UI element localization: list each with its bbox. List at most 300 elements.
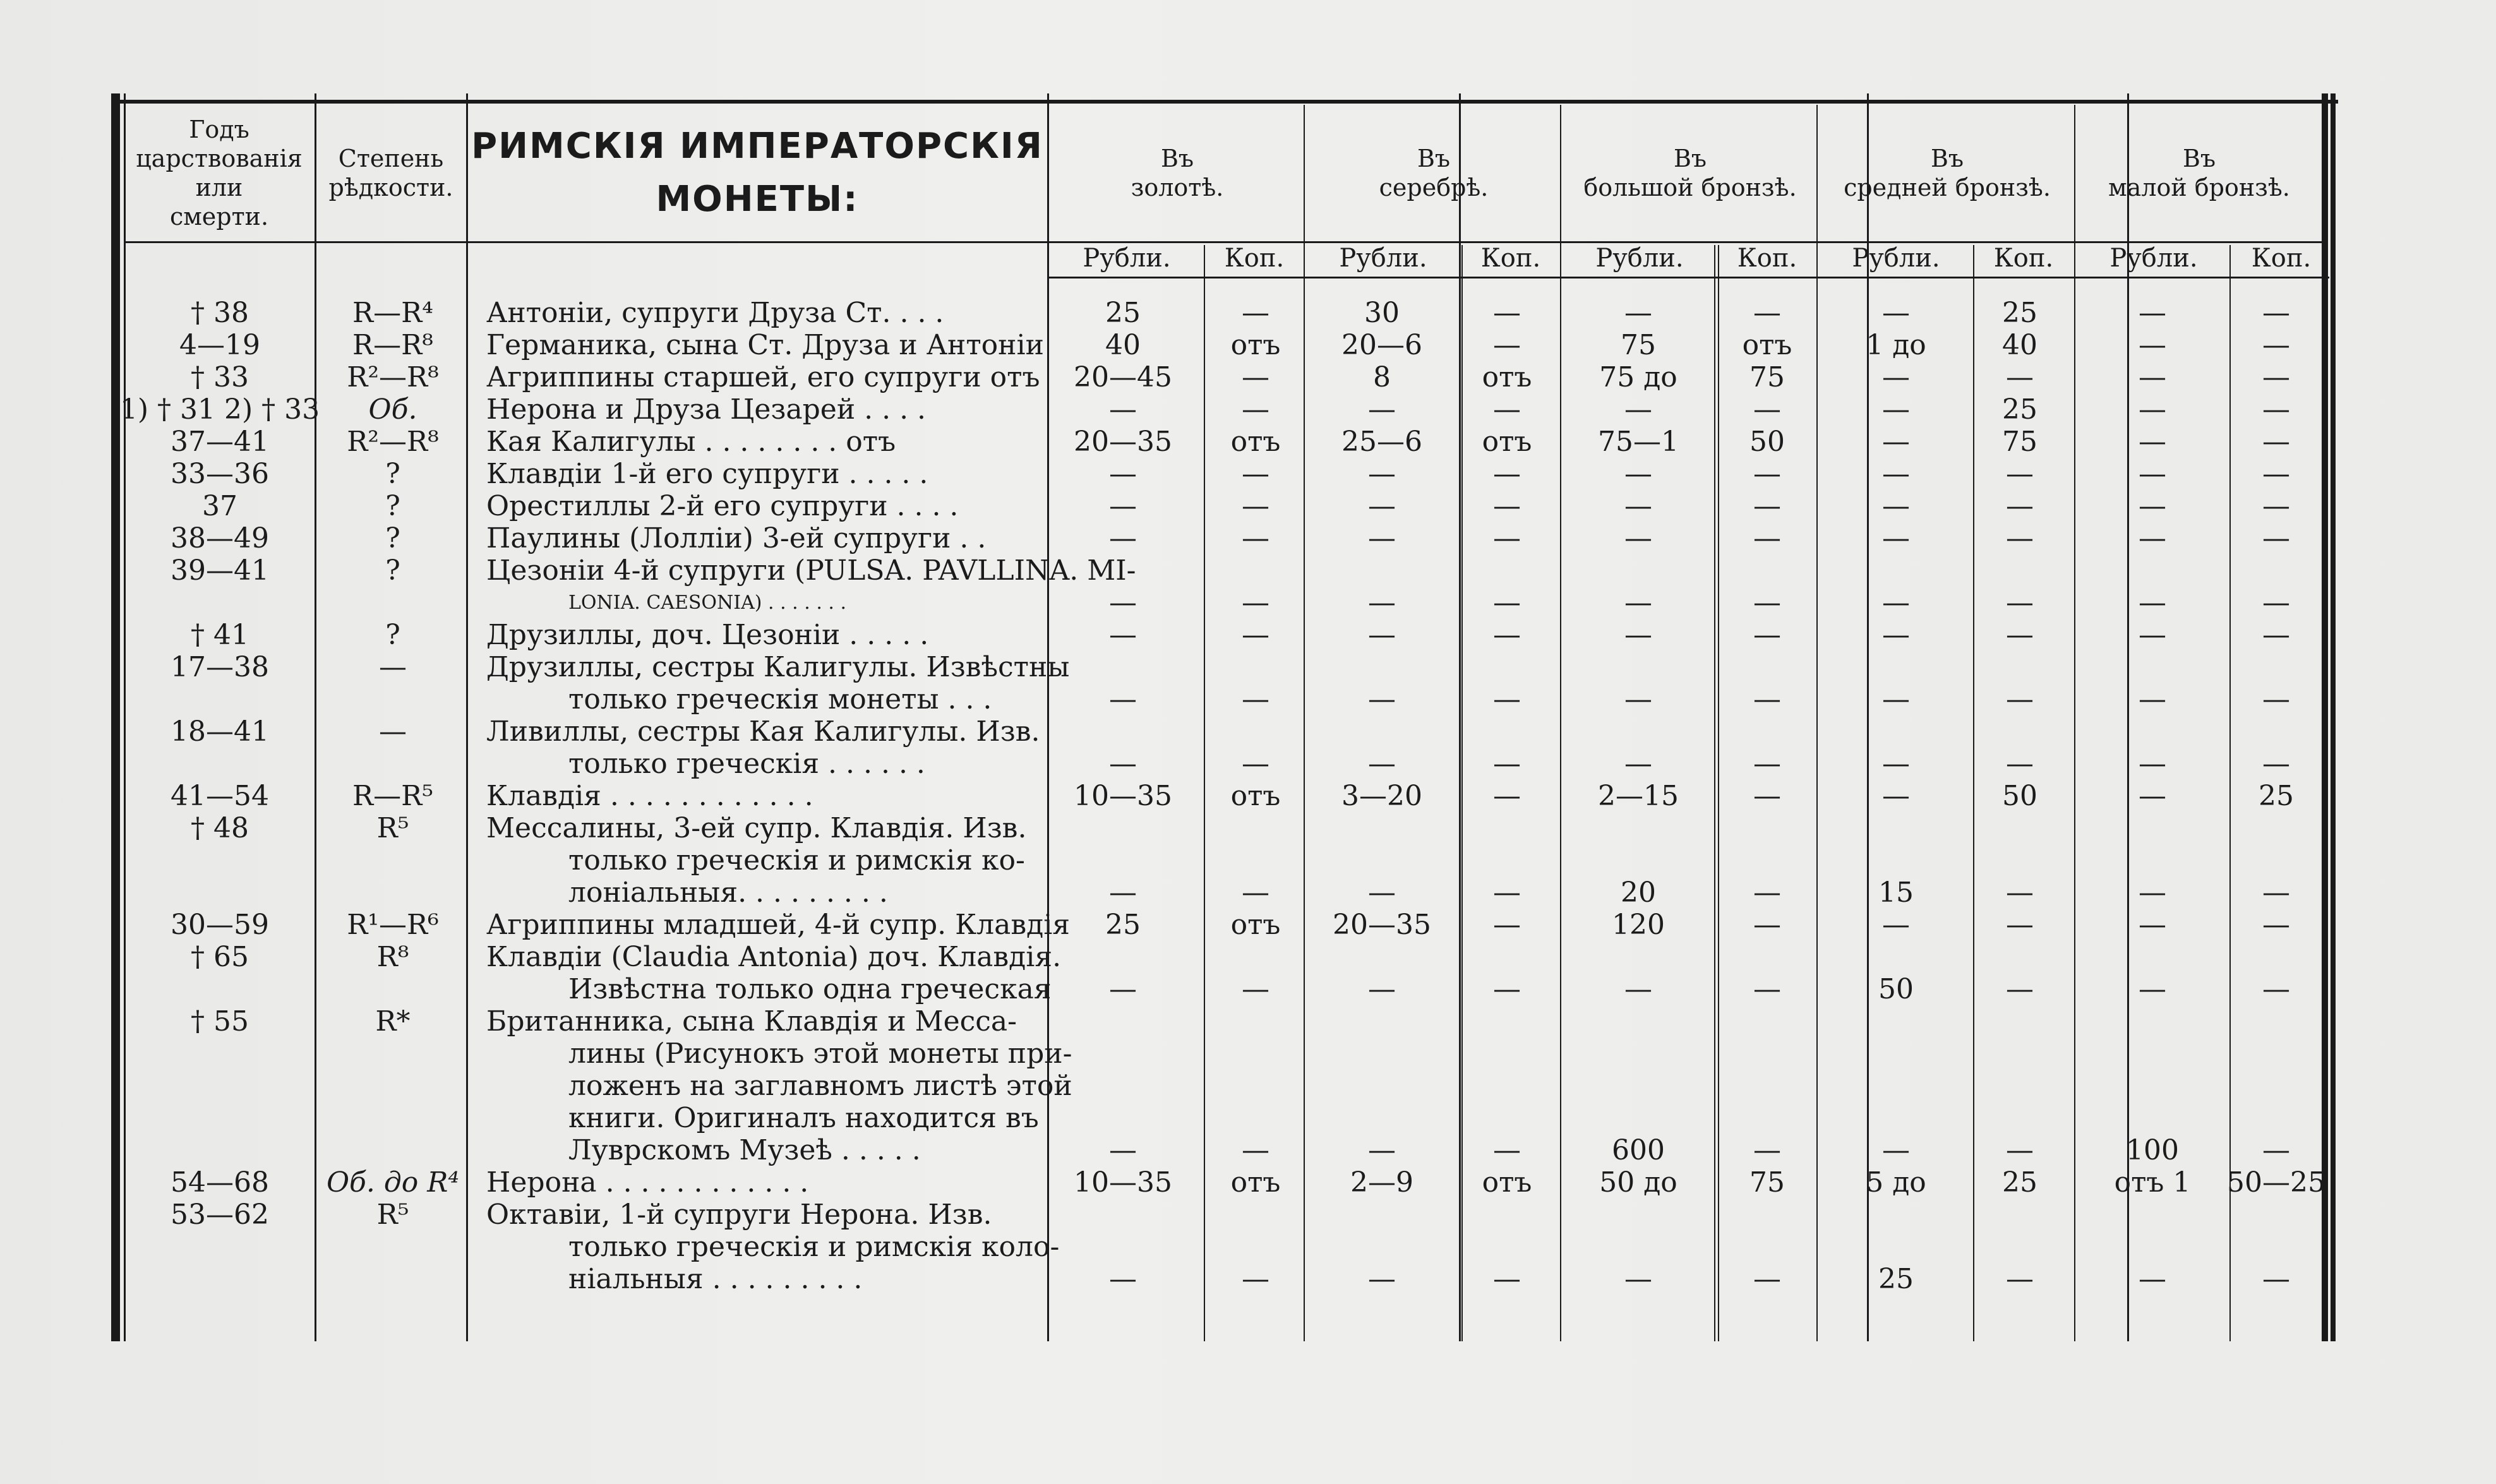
row-value: — <box>1882 522 1910 554</box>
header-metal-1 <box>1306 105 1561 241</box>
row-value: — <box>2006 458 2034 490</box>
row-value: — <box>1493 780 1521 812</box>
row-year: 33—36 <box>171 458 269 490</box>
row-value: — <box>1368 683 1396 715</box>
row-value: — <box>1368 619 1396 651</box>
row-rarity: R¹—R⁶ <box>347 909 439 941</box>
row-value: 75 <box>1749 1166 1785 1199</box>
row-value: — <box>1242 1134 1269 1166</box>
row-year: † 33 <box>191 361 249 393</box>
row-value: — <box>2262 329 2290 361</box>
row-year: 17—38 <box>171 651 269 683</box>
row-value: — <box>1624 393 1652 426</box>
row-value: — <box>2006 490 2034 522</box>
header-rarity-line: Степень <box>338 145 444 172</box>
row-value: 15 <box>1878 877 1914 909</box>
row-value: — <box>1624 973 1652 1005</box>
row-value: 20—35 <box>1074 426 1172 458</box>
header-rub: Рубли. <box>1852 244 1940 273</box>
row-value: — <box>1109 683 1137 715</box>
row-value: 50 <box>2002 780 2037 812</box>
row-value: — <box>2262 973 2290 1005</box>
row-value: 75—1 <box>1598 426 1679 458</box>
header-metal-line: Въ <box>1417 145 1451 172</box>
row-value: — <box>1109 619 1137 651</box>
row-value: — <box>1242 490 1269 522</box>
row-value: — <box>2006 619 2034 651</box>
row-value: — <box>1753 490 1781 522</box>
row-year: 37 <box>202 490 237 522</box>
header-metal-line: средней бронзѣ. <box>1844 174 2051 201</box>
row-value: — <box>1493 297 1521 329</box>
row-description: лины (Рисунокъ этой монеты при- <box>568 1038 1072 1070</box>
row-description: Друзиллы, доч. Цезоніи . . . . . <box>486 619 929 651</box>
row-value: — <box>1493 1263 1521 1295</box>
row-value: — <box>1368 748 1396 780</box>
row-value: — <box>2262 748 2290 780</box>
row-value: 600 <box>1612 1134 1665 1166</box>
row-value: — <box>2262 522 2290 554</box>
row-value: 25 <box>1878 1263 1914 1295</box>
row-value: — <box>2139 877 2166 909</box>
table-rule-v <box>466 93 468 1341</box>
row-value: 50 <box>1749 426 1785 458</box>
row-value: — <box>2006 748 2034 780</box>
header-rub: Рубли. <box>1083 244 1171 273</box>
row-description: ніальныя . . . . . . . . . <box>568 1263 863 1295</box>
coin-price-table <box>111 93 2338 1341</box>
row-rarity: R²—R⁸ <box>347 426 439 458</box>
row-value: 50 до <box>1599 1166 1677 1199</box>
row-value: 2—9 <box>1350 1166 1413 1199</box>
row-value: — <box>1368 1134 1396 1166</box>
row-value: 75 <box>1749 361 1785 393</box>
row-value: 100 <box>2126 1134 2179 1166</box>
title-line: МОНЕТЫ: <box>656 179 859 220</box>
row-value: — <box>1753 619 1781 651</box>
row-description: Орестиллы 2-й его супруги . . . . <box>486 490 959 522</box>
row-description: Агриппины младшей, 4-й супр. Клавдія <box>486 909 1071 941</box>
row-value: — <box>1882 458 1910 490</box>
row-value: — <box>1753 297 1781 329</box>
header-metal-line: серебрѣ. <box>1379 174 1489 201</box>
row-value: — <box>1624 619 1652 651</box>
row-description: Нерона . . . . . . . . . . . . <box>486 1166 809 1199</box>
row-value: отъ <box>1230 329 1281 361</box>
row-value: — <box>2006 909 2034 941</box>
header-rub: Рубли. <box>1595 244 1684 273</box>
row-value: — <box>2262 393 2290 426</box>
row-value: — <box>1882 361 1910 393</box>
header-metal-line: золотѣ. <box>1131 174 1224 201</box>
row-value: — <box>2139 780 2166 812</box>
row-value: — <box>1493 619 1521 651</box>
row-year: 41—54 <box>171 780 269 812</box>
row-description: книги. Оригиналъ находится въ <box>568 1102 1039 1134</box>
row-value: 120 <box>1612 909 1665 941</box>
table-rule-v <box>2331 93 2336 1341</box>
row-value: — <box>1109 490 1137 522</box>
row-value: — <box>1493 587 1521 619</box>
row-value: — <box>1753 909 1781 941</box>
header-kop: Коп. <box>1737 244 1797 273</box>
row-year: † 65 <box>191 941 249 973</box>
row-year: † 41 <box>191 619 249 651</box>
row-value: 30 <box>1364 297 1400 329</box>
row-value: — <box>1493 458 1521 490</box>
row-value: — <box>1753 748 1781 780</box>
table-rule-h <box>124 241 2322 243</box>
row-value: — <box>2262 909 2290 941</box>
header-kop: Коп. <box>1224 244 1285 273</box>
header-year-line: Годъ <box>189 116 249 143</box>
row-value: 25 <box>2002 1166 2037 1199</box>
row-value: — <box>1109 1134 1137 1166</box>
header-kop: Коп. <box>1480 244 1541 273</box>
row-value: — <box>2006 877 2034 909</box>
row-value: — <box>1753 458 1781 490</box>
table-rule-v <box>1714 245 1715 1341</box>
row-rarity: R²—R⁸ <box>347 361 439 393</box>
row-year: 39—41 <box>171 554 269 587</box>
row-description: Мессалины, 3-ей супр. Клавдія. Изв. <box>486 812 1027 844</box>
row-description: ложенъ на заглавномъ листѣ этой <box>568 1070 1072 1102</box>
row-year: 4—19 <box>179 329 260 361</box>
row-value: — <box>1753 683 1781 715</box>
row-description: Германика, сына Ст. Друза и Антоніи <box>486 329 1044 361</box>
row-value: 40 <box>1105 329 1141 361</box>
table-rule-v <box>111 93 120 1341</box>
row-value: — <box>1753 973 1781 1005</box>
row-value: — <box>1242 393 1269 426</box>
row-value: — <box>1624 458 1652 490</box>
row-year: † 55 <box>191 1005 249 1038</box>
row-value: — <box>2139 361 2166 393</box>
row-value: 25 <box>2002 393 2037 426</box>
row-value: — <box>1368 490 1396 522</box>
metal-rule-v <box>1304 105 1305 1341</box>
metal-rule-v <box>2074 105 2075 1341</box>
row-description: только греческія . . . . . . <box>568 748 925 780</box>
row-value: 20—45 <box>1074 361 1172 393</box>
row-value: — <box>1493 329 1521 361</box>
row-value: — <box>1624 748 1652 780</box>
header-metal-line: Въ <box>1930 145 1964 172</box>
row-value: — <box>2139 458 2166 490</box>
header-rub: Рубли. <box>1339 244 1427 273</box>
header-metal-4 <box>2077 105 2322 241</box>
row-value: — <box>2139 587 2166 619</box>
row-value: — <box>1624 683 1652 715</box>
row-value: — <box>1368 1263 1396 1295</box>
header-metal-2 <box>1563 105 1818 241</box>
row-value: 75 <box>2002 426 2037 458</box>
row-value: — <box>1882 909 1910 941</box>
row-value: 3—20 <box>1341 780 1422 812</box>
row-description: Клавдіи (Claudia Antonia) доч. Клавдія. <box>486 941 1062 973</box>
row-description: Извѣстна только одна греческая <box>568 973 1052 1005</box>
row-value: — <box>1242 1263 1269 1295</box>
row-value: 25 <box>2259 780 2294 812</box>
row-value: — <box>1753 1263 1781 1295</box>
row-year: 30—59 <box>171 909 269 941</box>
row-year: 37—41 <box>171 426 269 458</box>
table-rule-v <box>1047 93 1049 1341</box>
row-value: отъ <box>1230 909 1281 941</box>
row-description: Цезоніи 4-й супруги (PULSA. PAVLLINA. MI- <box>486 554 1136 587</box>
row-value: 25 <box>1105 909 1141 941</box>
row-value: — <box>2139 973 2166 1005</box>
table-rule-v <box>2322 93 2328 1341</box>
row-value: — <box>1753 1134 1781 1166</box>
header-rub: Рубли. <box>2109 244 2198 273</box>
header-kop: Коп. <box>2251 244 2312 273</box>
row-value: — <box>1882 587 1910 619</box>
row-rarity: R—R⁴ <box>352 297 433 329</box>
row-value: — <box>2262 458 2290 490</box>
row-description: Клавдія . . . . . . . . . . . . <box>486 780 813 812</box>
row-value: — <box>1242 522 1269 554</box>
row-value: — <box>1242 748 1269 780</box>
row-value: — <box>2006 1263 2034 1295</box>
header-year <box>125 105 313 241</box>
row-value: — <box>2006 973 2034 1005</box>
header-year-line: или <box>195 174 243 201</box>
header-metal-line: большой бронзѣ. <box>1583 174 1797 201</box>
row-value: — <box>2139 329 2166 361</box>
row-value: — <box>1624 297 1652 329</box>
row-description: Паулины (Лолліи) 3-ей супруги . . <box>486 522 987 554</box>
row-rarity: ? <box>385 458 400 490</box>
row-value: — <box>1882 297 1910 329</box>
row-rarity: — <box>379 651 407 683</box>
metal-rule-v <box>1560 105 1561 1341</box>
row-value: — <box>1493 490 1521 522</box>
row-value: — <box>1493 522 1521 554</box>
row-value: — <box>1882 619 1910 651</box>
row-value: — <box>1753 522 1781 554</box>
row-value: 20 <box>1621 877 1656 909</box>
row-description: Британника, сына Клавдія и Мессa- <box>486 1005 1017 1038</box>
row-value: — <box>1624 587 1652 619</box>
row-value: — <box>2139 522 2166 554</box>
row-rarity: ? <box>385 619 400 651</box>
row-value: — <box>2262 426 2290 458</box>
row-value: — <box>1368 393 1396 426</box>
row-rarity: R—R⁸ <box>352 329 433 361</box>
header-year-line: смерти. <box>169 203 269 230</box>
row-value: — <box>1368 973 1396 1005</box>
row-rarity: — <box>379 715 407 748</box>
row-value: — <box>1753 393 1781 426</box>
row-value: 5 до <box>1866 1166 1926 1199</box>
row-value: — <box>2262 877 2290 909</box>
row-value: — <box>1109 393 1137 426</box>
row-description: Ливиллы, сестры Кая Калигулы. Изв. <box>486 715 1040 748</box>
row-value: — <box>1624 490 1652 522</box>
row-value: — <box>1242 361 1269 393</box>
row-value: — <box>2006 361 2034 393</box>
row-value: 20—6 <box>1341 329 1422 361</box>
row-value: — <box>2139 1263 2166 1295</box>
row-value: — <box>1109 587 1137 619</box>
kop-rule-v <box>1461 245 1463 1341</box>
header-metal-0 <box>1050 105 1305 241</box>
row-rarity: R⁸ <box>376 941 409 973</box>
row-value: — <box>1109 458 1137 490</box>
row-year: 54—68 <box>171 1166 269 1199</box>
row-value: 25 <box>1105 297 1141 329</box>
row-value: 40 <box>2002 329 2037 361</box>
row-value: — <box>1753 780 1781 812</box>
kop-rule-v <box>1718 245 1719 1341</box>
row-description: Луврскомъ Музеѣ . . . . . <box>568 1134 921 1166</box>
header-metal-line: малой бронзѣ. <box>2108 174 2290 201</box>
row-value: — <box>1242 973 1269 1005</box>
row-rarity: ? <box>385 490 400 522</box>
row-rarity: R—R⁵ <box>352 780 433 812</box>
row-year: 18—41 <box>171 715 269 748</box>
table-rule-v <box>1459 93 1461 1341</box>
table-rule-v <box>1867 93 1869 1341</box>
row-value: — <box>1882 490 1910 522</box>
row-value: 50—25 <box>2227 1166 2325 1199</box>
row-value: 8 <box>1373 361 1391 393</box>
row-value: — <box>2006 1134 2034 1166</box>
row-value: — <box>1882 1134 1910 1166</box>
header-metal-line: Въ <box>2182 145 2216 172</box>
row-value: отъ <box>1230 780 1281 812</box>
row-value: отъ <box>1482 1166 1532 1199</box>
row-value: 50 <box>1878 973 1914 1005</box>
row-description: Октавіи, 1-й супруги Нерона. Изв. <box>486 1199 992 1231</box>
row-value: — <box>1109 522 1137 554</box>
row-rarity: Об. до R⁴ <box>326 1166 460 1199</box>
row-value: 10—35 <box>1074 1166 1172 1199</box>
header-metal-3 <box>1819 105 2075 241</box>
row-value: — <box>2139 393 2166 426</box>
row-value: — <box>1882 780 1910 812</box>
kop-rule-v <box>1204 245 1205 1341</box>
row-rarity: R⁵ <box>376 812 409 844</box>
kop-rule-v <box>1973 245 1974 1341</box>
row-year: 38—49 <box>171 522 269 554</box>
row-rarity: ? <box>385 522 400 554</box>
row-value: 75 <box>1621 329 1656 361</box>
row-value: — <box>1624 1263 1652 1295</box>
row-value: — <box>1242 683 1269 715</box>
row-value: — <box>1109 877 1137 909</box>
header-metal-line: Въ <box>1160 145 1194 172</box>
row-value: — <box>1493 909 1521 941</box>
row-description: лоніальныя. . . . . . . . . <box>568 877 888 909</box>
row-rarity: Об. <box>368 393 417 426</box>
row-value: — <box>2262 361 2290 393</box>
title-line: РИМСКІЯ ИМПЕРАТОРСКІЯ <box>471 126 1043 167</box>
row-value: — <box>2262 490 2290 522</box>
row-value: — <box>1493 1134 1521 1166</box>
row-value: 2—15 <box>1598 780 1679 812</box>
row-year: 53—62 <box>171 1199 269 1231</box>
header-year-line: царствованія <box>136 145 303 172</box>
row-value: 20—35 <box>1333 909 1431 941</box>
row-value: 25—6 <box>1341 426 1422 458</box>
row-value: отъ <box>1230 1166 1281 1199</box>
row-year: † 48 <box>191 812 249 844</box>
row-value: — <box>1368 522 1396 554</box>
row-year: 1) † 31 2) † 33 <box>119 393 320 426</box>
row-value: — <box>1242 297 1269 329</box>
row-rarity: ? <box>385 554 400 587</box>
row-description: Антоніи, супруги Друза Ст. . . . <box>486 297 944 329</box>
row-value: — <box>1753 877 1781 909</box>
row-value: — <box>1882 393 1910 426</box>
row-value: — <box>1624 522 1652 554</box>
row-value: — <box>2139 426 2166 458</box>
row-value: — <box>1242 877 1269 909</box>
row-rarity: R* <box>375 1005 411 1038</box>
row-description: Кая Калигулы . . . . . . . . отъ <box>486 426 896 458</box>
row-value: — <box>1493 748 1521 780</box>
metal-rule-v <box>1816 105 1818 1341</box>
row-value: — <box>1882 683 1910 715</box>
row-description: Нерона и Друза Цезарей . . . . <box>486 393 927 426</box>
row-value: — <box>2006 683 2034 715</box>
row-value: — <box>2139 490 2166 522</box>
row-value: — <box>1109 1263 1137 1295</box>
row-value: — <box>2262 683 2290 715</box>
row-rarity: R⁵ <box>376 1199 409 1231</box>
row-value: 1 до <box>1866 329 1926 361</box>
row-value: отъ 1 <box>2114 1166 2191 1199</box>
row-description: Клавдіи 1-й его супруги . . . . . <box>486 458 928 490</box>
row-value: 10—35 <box>1074 780 1172 812</box>
table-rule-v <box>124 93 126 1341</box>
row-value: — <box>2006 587 2034 619</box>
row-value: — <box>1493 393 1521 426</box>
row-description: Агриппины старшей, его супруги отъ <box>486 361 1040 393</box>
row-value: — <box>1242 587 1269 619</box>
row-value: — <box>2262 1134 2290 1166</box>
row-value: отъ <box>1482 361 1532 393</box>
row-value: — <box>2139 748 2166 780</box>
row-description: только греческія и римскія ко- <box>568 844 1025 877</box>
header-rarity-line: рѣдкости. <box>328 174 453 201</box>
row-value: — <box>2262 587 2290 619</box>
header-kop: Коп. <box>1993 244 2054 273</box>
header-metal-line: Въ <box>1673 145 1707 172</box>
page-title <box>469 105 1046 241</box>
row-value: 75 до <box>1599 361 1677 393</box>
table-rule-h <box>111 100 2338 104</box>
row-value: — <box>1493 973 1521 1005</box>
row-value: — <box>1242 619 1269 651</box>
row-description: Друзиллы, сестры Калигулы. Извѣстны <box>486 651 1070 683</box>
row-value: — <box>1368 877 1396 909</box>
row-value: отъ <box>1742 329 1792 361</box>
row-description: только греческія монеты . . . <box>568 683 992 715</box>
row-value: — <box>1882 426 1910 458</box>
row-value: — <box>1368 587 1396 619</box>
row-value: — <box>2139 619 2166 651</box>
row-year: † 38 <box>191 297 249 329</box>
row-value: — <box>2006 522 2034 554</box>
row-value: — <box>2139 683 2166 715</box>
row-value: — <box>2262 297 2290 329</box>
table-rule-v <box>315 93 316 1341</box>
row-value: — <box>2262 619 2290 651</box>
row-value: 25 <box>2002 297 2037 329</box>
